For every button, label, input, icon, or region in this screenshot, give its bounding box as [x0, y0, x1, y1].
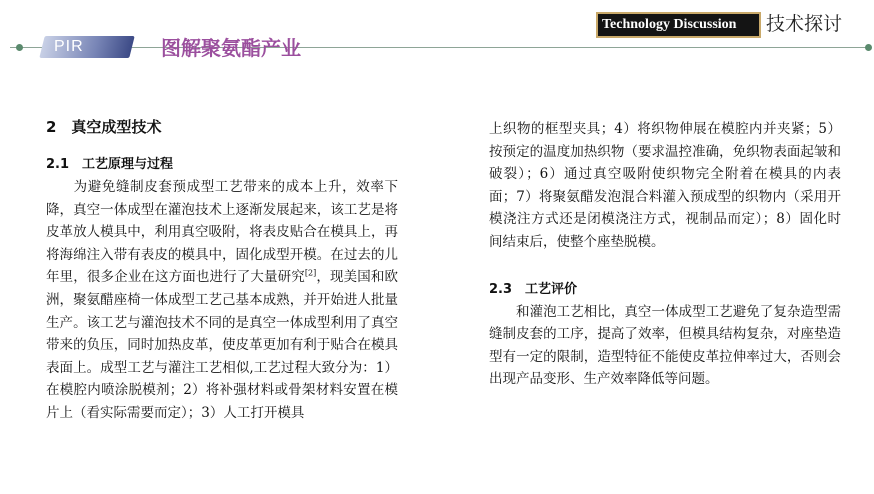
- column-tag-english: Technology Discussion: [602, 17, 737, 32]
- rule-end-dot-left: [16, 44, 23, 51]
- paragraph-text: 为避免缝制皮套预成型工艺带来的成本上升，效率下降，真空一体成型在灌泡技术上逐渐发展起来，该工艺是将皮革放人模具中，利用真空吸附，将表皮贴合在模具上，再将海绵注入带有表皮的模具中，固化成型开模。在过去的儿年里，很多企业在这方面也进行了大量研究: [46, 179, 398, 286]
- subsection-heading-2-3: 2.3 工艺评价: [489, 281, 578, 297]
- pir-badge-label: PIR: [54, 38, 84, 55]
- subsection-heading-2-1: 2.1 工艺原理与过程: [46, 157, 174, 172]
- paragraph-text-continued: ，现美国和欧洲，聚氨醋座椅一体成型工艺己基本成熟，并开始进人批量生产。该工艺与灌泡技术不同的是真空一体成型利用了真空带来的负压，同时加热皮革，使皮革更加有利于贴合在模具表面上。成型工艺与灌注工艺相似,工艺过程大致分为：1）在模腔内喷涂脱模剂；2）将补强材料或骨架材料安置在模片上（看实际需要而定）；3）人工打开模具: [46, 269, 399, 421]
- column-tag-chinese: 技术探讨: [766, 13, 843, 35]
- citation-ref: [2]: [304, 268, 317, 278]
- section-heading: 2 真空成型技术: [46, 118, 162, 136]
- rule-end-dot-right: [865, 44, 872, 51]
- body-paragraph: [489, 301, 841, 391]
- body-paragraph-continued: 上织物的框型夹具；4）将织物伸展在模腔内并夹紧；5）按预定的温度加热织物（要求温控准确，免织物表面起皱和破裂）；6）通过真空吸附使织物完全附着在模具的内表面；7）将聚氨醋发泡混合料灌入预成型的织物内（采用开模浇注方式还是闭模浇注方式，视制品而定）；8）固化时间结束后，使整个座垫脱模。: [489, 121, 841, 250]
- header-rule: [10, 47, 868, 48]
- body-paragraph: [46, 176, 398, 425]
- page-header: [0, 0, 874, 80]
- right-column: [489, 118, 841, 391]
- left-column: [46, 112, 398, 425]
- journal-section-title: 图解聚氨酯产业: [161, 36, 301, 60]
- paragraph-text: 和灌泡工艺相比，真空一体成型工艺避免了复杂造型需缝制皮套的工序，提高了效率，但模具结构复杂，对座垫造型有一定的限制，造型特征不能使皮革拉伸率过大，否则会出现产品变形、生产效率降低等问题。: [489, 303, 841, 388]
